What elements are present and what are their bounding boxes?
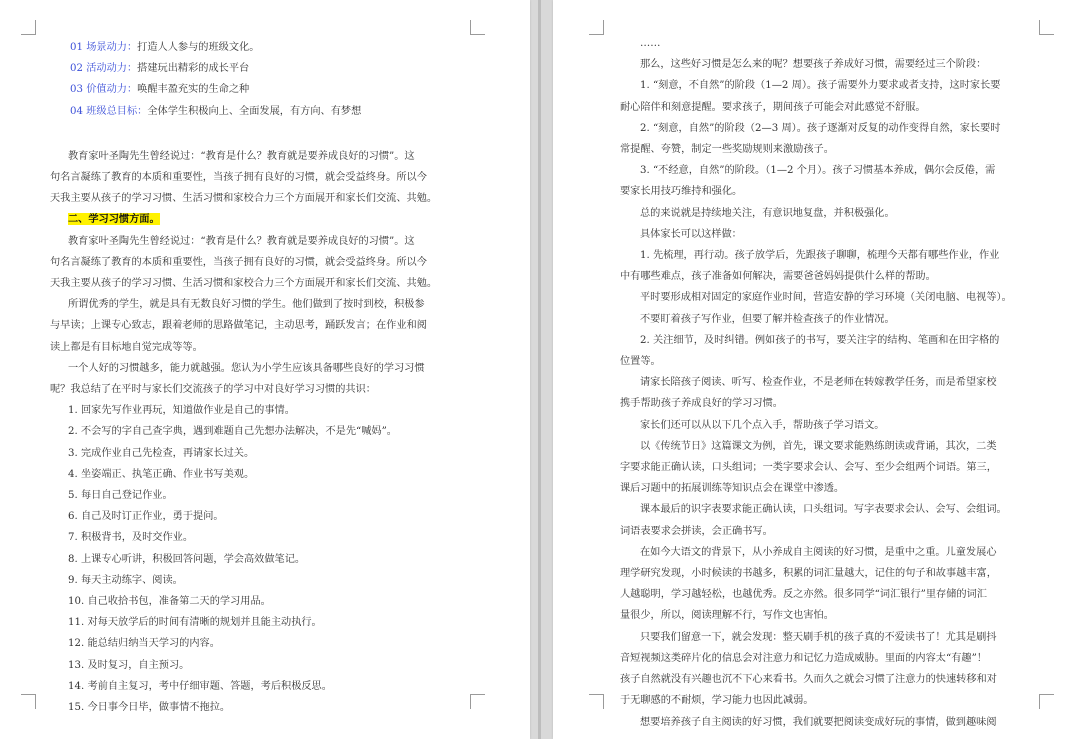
paragraph-line: 以《传统节日》这篇课文为例，首先，课文要求能熟练朗读或背诵，其次，二类 [640,440,997,452]
paragraph-line: 一个人好的习惯越多，能力就越强。您认为小学生应该具备哪些良好的学习习惯 [68,362,425,374]
habit-item: 6. 自己及时订正作业，勇于提问。 [68,511,224,523]
paragraph-line: 孩子自然就没有兴趣也沉不下心来看书。久而久之就会习惯了注意力的快速转移和对 [620,674,997,686]
paragraph-line: 于无聊感的不耐烦，学习能力也因此减弱。 [620,695,814,707]
right-page-text [620,33,1040,733]
paragraph-line: 总的来说就是持续地关注，有意识地复盘，并积极强化。 [640,207,895,219]
habit-item: 7. 积极背书，及时交作业。 [68,532,194,544]
paragraph-line: 要家长用技巧维持和强化。 [620,186,743,198]
paragraph-line: 音短视频这类碎片化的信息会对注意力和记忆力造成威胁。里面的内容太“有趣”！ [620,652,987,664]
paragraph-line: 教育家叶圣陶先生曾经说过：“教育是什么？教育就是要养成良好的习惯”。这 [68,150,415,162]
crop-mark-bottom-left [589,694,604,709]
paragraph-line: 不要盯着孩子写作业，但要了解并检查孩子的作业情况。 [640,313,895,325]
section-heading: 二、学习习惯方面。 [68,213,160,226]
paragraph-line: 句名言凝练了教育的本质和重要性，当孩子拥有良好的习惯，就会受益终身。所以今 [50,256,427,268]
paragraph-line: 与早读；上课专心致志，跟着老师的思路做笔记，主动思考，踊跃发言；在作业和阅 [50,320,427,332]
habit-item: 14. 考前自主复习，考中仔细审题、答题，考后积极反思。 [68,680,332,692]
paragraph-line: …… [640,38,661,49]
paragraph-line: 2. 关注细节，及时纠错。例如孩子的书写，要关注字的结构、笔画和在田字格的 [640,334,1000,346]
goal-item: 03 价值动力：唤醒丰盈充实的生命之种 [70,84,250,96]
paragraph-line: 所谓优秀的学生，就是具有无数良好习惯的学生。他们做到了按时到校，积极参 [68,299,425,311]
document-page-right [553,0,1080,739]
paragraph-line: 那么，这些好习惯是怎么来的呢？想要孩子养成好习惯，需要经过三个阶段： [640,59,987,71]
paragraph-line: 在如今大语文的背景下，从小养成自主阅读的好习惯，是重中之重。儿童发展心 [640,546,997,558]
paragraph-line: 天我主要从孩子的学习习惯、生活习惯和家校合力三个方面展开和家长们交流、共勉。 [50,193,438,205]
document-page-left [0,0,530,739]
habit-item: 12. 能总结归纳当天学习的内容。 [68,638,220,650]
goal-item: 01 场景动力：打造人人参与的班级文化。 [70,42,260,53]
crop-mark-top-left [589,20,604,35]
paragraph-line: 平时要形成相对固定的家庭作业时间，营造安静的学习环境（关闭电脑、电视等）。 [640,292,1012,304]
habit-item: 13. 及时复习，自主预习。 [68,659,190,671]
paragraph-line: 携手帮助孩子养成良好的学习习惯。 [620,398,783,410]
paragraph-line: 课本最后的识字表要求能正确认读，口头组词。写字表要求会认、会写、会组词。 [640,504,1007,516]
paragraph-line: 1. 先梳理，再行动。孩子放学后，先跟孩子聊聊，梳理今天都有哪些作业，作业 [640,250,1000,262]
paragraph-line: 请家长陪孩子阅读、听写、检查作业，不是老师在转嫁教学任务，而是希望家校 [640,377,997,389]
goal-item: 02 活动动力：搭建玩出精彩的成长平台 [70,63,250,75]
paragraph-line: 位置等。 [620,356,661,368]
habit-item: 2. 不会写的字自己查字典，遇到难题自己先想办法解决，不是先“喊妈”。 [68,426,397,438]
paragraph-line: 3. “不经意，自然”的阶段。（1—2 个月）。孩子习惯基本养成，偶尔会反倦，需 [640,165,996,177]
goal-item: 04 班级总目标：全体学生积极向上、全面发展，有方向、有梦想 [70,105,362,117]
paragraph-line: 教育家叶圣陶先生曾经说过：“教育是什么？教育就是要养成良好的习惯”。这 [68,235,415,247]
paragraph-line: 具体家长可以这样做： [640,228,742,240]
paragraph-line: 字要求能正确认读，口头组词；一类字要求会认、会写、至少会组两个词语。第三， [620,462,997,474]
crop-mark-top-right [1039,20,1054,35]
crop-mark-top-right [470,20,485,35]
habit-item: 9. 每天主动练字、阅读。 [68,574,183,586]
paragraph-line: 想要培养孩子自主阅读的好习惯，我们就要把阅读变成好玩的事情，做到趣味阅 [640,716,997,728]
habit-item: 15. 今日事今日毕，做事情不拖拉。 [68,702,231,714]
paragraph-line: 理学研究发现，小时候读的书越多，积累的词汇量越大，记住的句子和故事越丰富， [620,568,997,580]
paragraph-line: 句名言凝练了教育的本质和重要性，当孩子拥有良好的习惯，就会受益终身。所以今 [50,172,427,184]
crop-mark-top-left [21,20,36,35]
habit-item: 10. 自己收拾书包，准备第二天的学习用品。 [68,596,271,608]
paragraph-line: 课后习题中的拓展训练等知识点会在课堂中渗透。 [620,483,845,495]
paragraph-line: 读上都是有目标地自觉完成等等。 [50,341,203,353]
habit-item: 1. 回家先写作业再玩，知道做作业是自己的事情。 [68,405,295,417]
habit-item: 3. 完成作业自己先检查，再请家长过关。 [68,447,255,459]
paragraph-line: 人越聪明，学习越轻松，也越优秀。反之亦然。很多同学“词汇银行”里存储的词汇 [620,589,987,601]
crop-mark-bottom-right [1039,694,1054,709]
left-page-text [50,37,470,718]
habit-item: 4. 坐姿端正、执笔正确、作业书写美观。 [68,468,255,480]
page-gutter [530,0,553,739]
paragraph-line: 词语表要求会拼读，会正确书写。 [620,525,773,537]
crop-mark-bottom-left [21,694,36,709]
paragraph-line: 常提醒、夸赞，制定一些奖励规则来激励孩子。 [620,144,834,156]
habit-item: 5. 每日自己登记作业。 [68,490,173,502]
paragraph-line: 耐心陪伴和刻意提醒。要求孩子，期间孩子可能会对此感觉不舒服。 [620,101,926,113]
habit-item: 11. 对每天放学后的时间有清晰的规划并且能主动执行。 [68,617,322,629]
crop-mark-bottom-right [470,694,485,709]
paragraph-line: 中有哪些难点，孩子准备如何解决，需要爸爸妈妈提供什么样的帮助。 [620,271,936,283]
paragraph-line: 呢？我总结了在平时与家长们交流孩子的学习中对良好学习习惯的共识： [50,384,376,396]
paragraph-line: 2. “刻意，自然”的阶段（2—3 周）。孩子逐渐对反复的动作变得自然，家长要时 [640,122,1001,134]
paragraph-line: 天我主要从孩子的学习习惯、生活习惯和家校合力三个方面展开和家长们交流、共勉。 [50,278,438,290]
paragraph-line: 量很少，所以，阅读理解不行，写作文也害怕。 [620,610,834,622]
paragraph-line: 1. “刻意，不自然”的阶段（1—2 周）。孩子需要外力要求或者支持，这时家长要 [640,80,1001,92]
page-separator [538,0,541,739]
habit-item: 8. 上课专心听讲，积极回答问题，学会高效做笔记。 [68,553,306,565]
paragraph-line: 家长们还可以从以下几个点入手，帮助孩子学习语文。 [640,419,885,431]
paragraph-line: 只要我们留意一下，就会发现：整天刷手机的孩子真的不爱读书了！尤其是刷抖 [640,631,997,643]
